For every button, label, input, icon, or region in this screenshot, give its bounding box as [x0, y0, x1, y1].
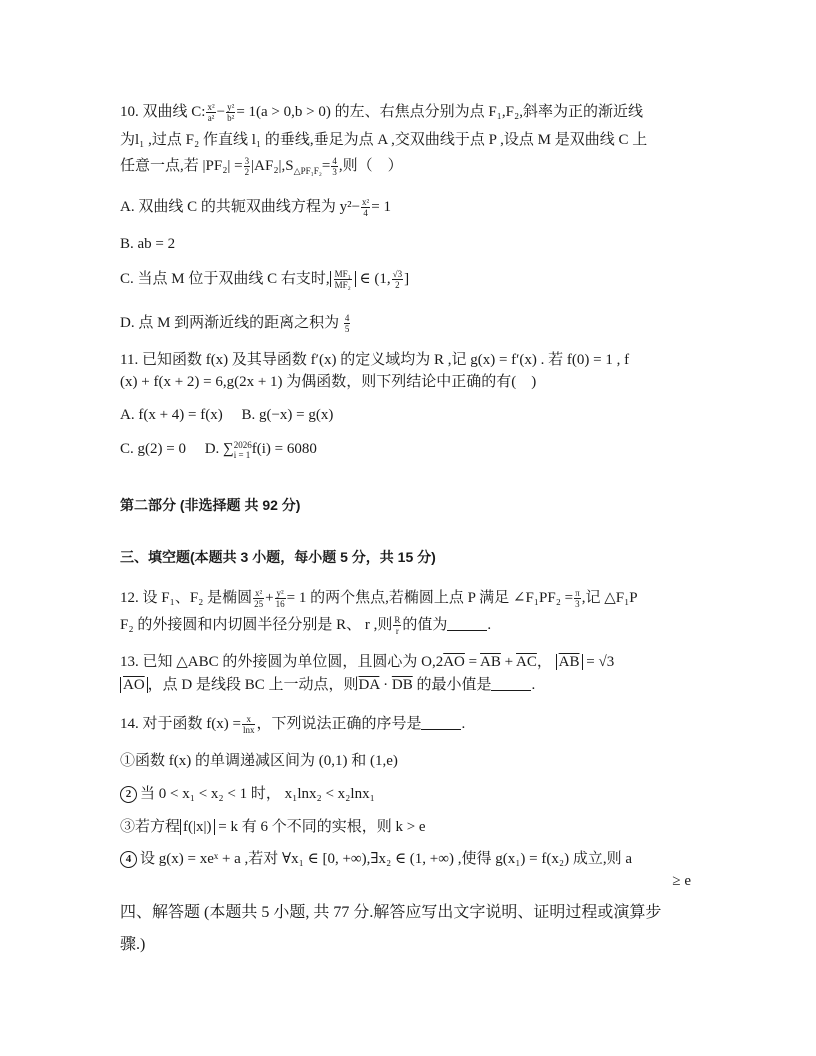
fraction	[244, 156, 251, 177]
frac-num: x²	[207, 102, 215, 113]
q10-text: 10. 双曲线 C:	[120, 104, 206, 120]
frac-den: MF₂	[334, 280, 351, 291]
q10-text: 任意一点,若 |PF₂| =	[120, 158, 243, 174]
fraction	[331, 156, 338, 177]
q12-text: ,记 △F₁P	[581, 590, 638, 606]
frac-num: R	[394, 615, 401, 626]
answer-blank[interactable]	[447, 616, 487, 631]
vector-ab: $\overline{AB}$	[558, 654, 580, 670]
q10-text: =	[321, 158, 331, 174]
option-text: C. 当点 M 位于双曲线 C 右支时,	[120, 271, 330, 287]
q13-line-2	[120, 674, 700, 696]
q13-text: 的最小值是	[416, 677, 492, 693]
vector-ao: $\overline{AO}$	[443, 654, 465, 670]
fraction	[242, 714, 256, 735]
equals-sign: =	[468, 654, 478, 670]
vector-ao: $\overline{AO}$	[123, 677, 145, 693]
q12-line-1	[120, 587, 700, 609]
frac-den: 3	[332, 167, 337, 178]
frac-num: y²	[227, 102, 235, 113]
option-text: D. 点 M 到两渐近线的距离之积为	[120, 315, 340, 331]
frac-num: x	[242, 714, 256, 725]
q14-statement-4	[120, 848, 700, 870]
q10-option-d	[120, 312, 700, 334]
q13-text: .	[531, 677, 536, 693]
frac-den: 5	[344, 324, 350, 335]
answer-blank[interactable]	[491, 676, 531, 691]
q14-text: .	[461, 716, 466, 732]
fraction	[361, 197, 370, 218]
circled-number: 2	[120, 786, 137, 803]
frac-num: MF₁	[334, 269, 351, 280]
frac-num: x²	[362, 197, 370, 208]
q14-line-1	[120, 713, 700, 735]
q10-option-a	[120, 196, 700, 218]
q14-text: 14. 对于函数 f(x) =	[120, 716, 241, 732]
option-text: ]	[404, 271, 410, 287]
section-three-heading: 三、填空题(本题共 3 小题，每小题 5 分，共 15 分)	[120, 549, 436, 565]
q14-statement-4-cont: ≥ e	[672, 873, 691, 889]
sum-limits	[234, 440, 252, 460]
q12-text: .	[487, 617, 492, 633]
q10-line-1	[120, 101, 700, 123]
vector-ab: $\overline{AB}$	[480, 654, 501, 670]
vector-da: $\overline{DA}$	[358, 677, 380, 693]
statement-text: 设 g(x) = xeˣ + a ,若对 ∀x₁ ∈ [0, +∞),∃x₂ ∈ (1, +∞) ,使得 g(x₁) = f(x₂) 成立,则 a	[140, 851, 633, 867]
sum-upper: 2026	[233, 439, 252, 450]
frac-den: lnx	[242, 725, 255, 736]
circled-number: 4	[120, 851, 137, 868]
fraction	[334, 269, 352, 290]
plus-sign: +	[504, 654, 514, 670]
q10-text: = 1(a > 0,b > 0) 的左、右焦点分别为点 F₁,F₂,斜率为正的渐近线	[236, 104, 643, 120]
frac-den: 3	[575, 599, 580, 610]
frac-num: 4	[332, 156, 337, 167]
q11-options-ab: A. f(x + 4) = f(x) B. g(−x) = g(x)	[120, 407, 334, 423]
q12-text: 的值为	[402, 617, 448, 633]
frac-num: π	[575, 588, 580, 599]
option-text: = 1	[371, 199, 391, 215]
q12-text: F₂ 的外接圆和内切圆半径分别是 R、 r ,则	[120, 617, 393, 633]
abs-value	[120, 677, 148, 693]
q14-statement-1: ①函数 f(x) 的单调递减区间为 (0,1) 和 (1,e)	[120, 753, 398, 769]
fraction	[574, 588, 581, 609]
fraction	[253, 588, 264, 609]
abs-value	[330, 269, 356, 291]
frac-num: √3	[392, 269, 403, 280]
plus-sign: +	[265, 590, 274, 606]
q13-text: ，	[536, 654, 552, 670]
frac-den: 25	[254, 599, 264, 610]
q12-text: 12. 设 F₁、F₂ 是椭圆	[120, 590, 253, 606]
q13-text: 13. 已知 △ABC 的外接圆为单位圆，且圆心为 O,2	[120, 654, 444, 670]
q14-statement-3	[120, 816, 700, 838]
frac-num: 3	[244, 156, 250, 167]
q11-line-1: 11. 已知函数 f(x) 及其导函数 f′(x) 的定义域均为 R ,记 g(x) = f′(x) . 若 f(0) = 1 , f	[120, 352, 630, 368]
q13-line-1	[120, 651, 700, 673]
option-text: C. g(2) = 0 D. ∑	[120, 441, 234, 457]
frac-den: 2	[395, 280, 400, 291]
option-text: ∈ (1,	[359, 271, 391, 287]
vector-db: $\overline{DB}$	[391, 677, 413, 693]
q13-text: = √3	[586, 654, 615, 670]
q10-line-3	[120, 155, 700, 182]
q10-option-c	[120, 268, 700, 290]
answer-blank[interactable]	[421, 715, 461, 730]
q12-line-2	[120, 614, 700, 636]
section-four-heading-1: 四、解答题 (本题共 5 小题, 共 77 分.解答应写出文字说明、证明过程或演算步	[120, 904, 662, 921]
q10-line-2: 为l₁ ,过点 F₂ 作直线 l₁ 的垂线,垂足为点 A ,交双曲线于点 P ,设点 M 是双曲线 C 上	[120, 132, 648, 148]
section-four-heading-2: 骤.)	[120, 936, 146, 953]
abs-value	[556, 654, 583, 670]
frac-den: 4	[363, 208, 368, 219]
frac-num: 4	[344, 313, 350, 324]
subscript: △PF₁F₂	[293, 166, 322, 176]
q12-text: = 1 的两个焦点,若椭圆上点 P 满足 ∠F₁PF₂ =	[286, 590, 574, 606]
frac-den: a²	[207, 113, 215, 124]
sum-lower: i = 1	[233, 449, 251, 460]
dot-sign: ·	[383, 677, 389, 693]
statement-text: ③若方程	[120, 819, 181, 835]
frac-num: y²	[276, 588, 284, 599]
q11-line-2: (x) + f(x + 2) = 6,g(2x + 1) 为偶函数，则下列结论中正确的有( )	[120, 374, 537, 390]
fraction	[344, 313, 351, 334]
statement-text: 当 0 < x₁ < x₂ < 1 时， x₁lnx₂ < x₂lnx₁	[140, 786, 375, 802]
part-two-heading: 第二部分 (非选择题 共 92 分)	[120, 497, 301, 513]
vector-ac: $\overline{AC}$	[516, 654, 537, 670]
fraction	[206, 102, 215, 123]
option-text: A. 双曲线 C 的共轭双曲线方程为 y²−	[120, 199, 361, 215]
frac-den: 16	[275, 599, 285, 610]
minus-sign: −	[216, 104, 226, 120]
option-text: f(i) = 6080	[251, 441, 317, 457]
q10-option-b: B. ab = 2	[120, 236, 176, 252]
statement-text: = k 有 6 个不同的实根，则 k > e	[218, 819, 426, 835]
fraction	[275, 588, 286, 609]
q11-options-cd	[120, 438, 700, 460]
fraction	[393, 615, 401, 636]
fraction	[226, 102, 235, 123]
q14-text: ，下列说法正确的序号是	[256, 716, 422, 732]
frac-den: b²	[227, 113, 235, 124]
q14-statement-2	[120, 783, 700, 805]
frac-den: r	[395, 626, 399, 637]
frac-num: x²	[255, 588, 263, 599]
q10-text: |AF₂|,S	[251, 158, 294, 174]
frac-den: 2	[244, 167, 250, 178]
q10-text: ,则（ ）	[338, 158, 403, 174]
q13-text: ，点 D 是线段 BC 上一动点，则	[147, 677, 359, 693]
abs-value: f(|x|)	[180, 819, 215, 835]
fraction	[392, 269, 403, 290]
